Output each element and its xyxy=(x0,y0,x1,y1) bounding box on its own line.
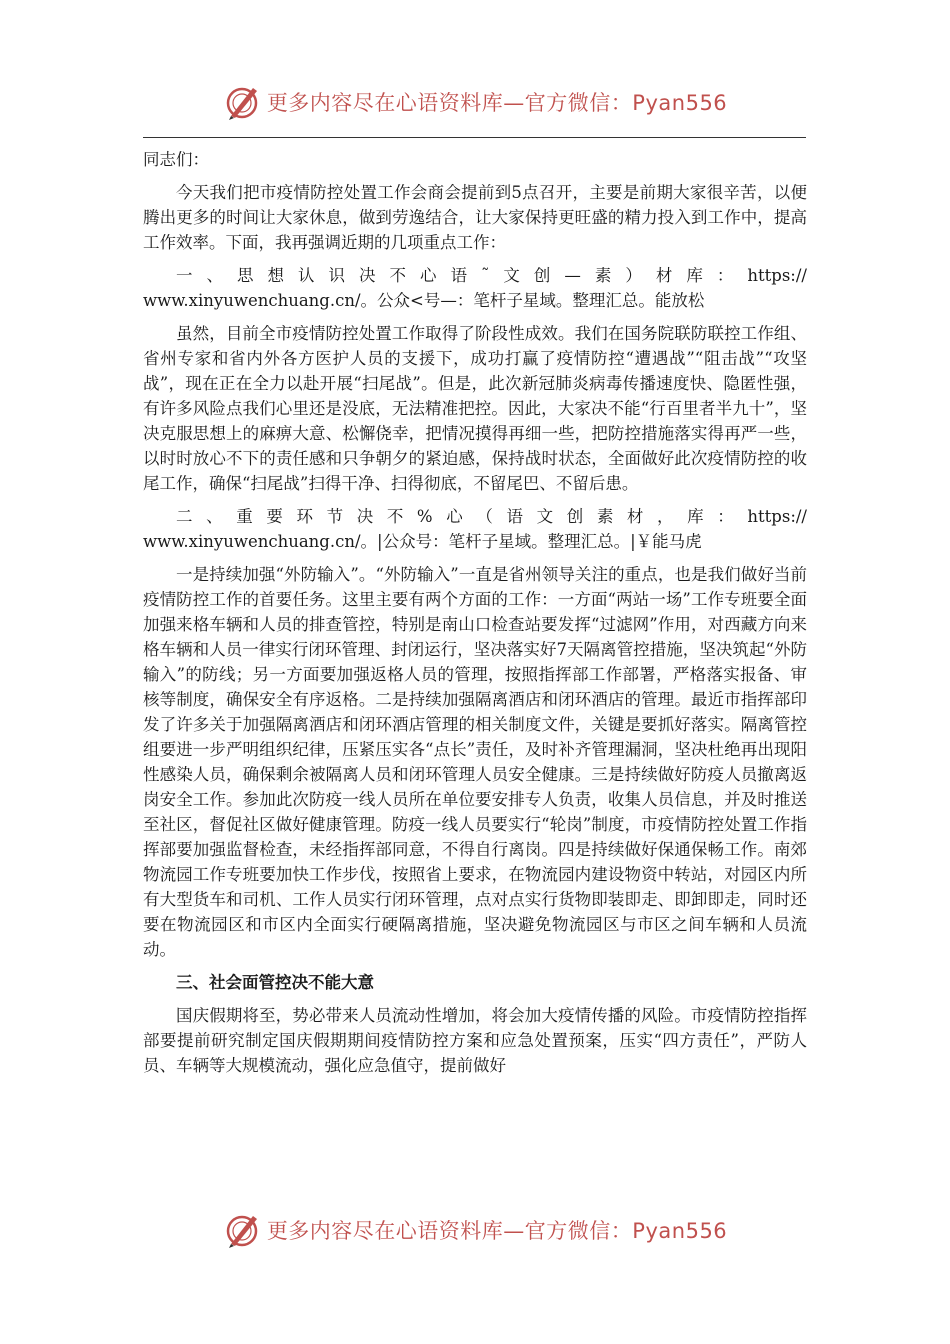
paragraph-three: 国庆假期将至，势必带来人员流动性增加，将会加大疫情传播的风险。市疫情防控指挥部要提前研究制定国庆假期期间疫情防控方案和应急处置预案，压实“四方责任”，严防人员、车辆等大规模流动，强化应急值守，提前做好 xyxy=(143,1006,807,1075)
pen-circle-logo-icon xyxy=(223,1210,263,1250)
intro-paragraph: 今天我们把市疫情防控处置工作会商会提前到5点召开，主要是前期大家很辛苦，以便腾出更多的时间让大家休息，做到劳逸结合，让大家保持更旺盛的精力投入到工作中，提高工作效率。下面，我再强调近期的几项重点工作： xyxy=(143,183,807,252)
heading-two-line1: 二、重要环节决不%心（语文创素材，库：https:// xyxy=(176,507,807,526)
heading-one-line1: 一、思想认识决不心语˜文创—素）材库：https:// xyxy=(176,266,807,285)
pen-circle-logo-icon xyxy=(223,82,263,122)
document-body xyxy=(143,147,807,1078)
salutation: 同志们： xyxy=(143,150,209,169)
header-banner-text: 更多内容尽在心语资料库—官方微信：Pyan556 xyxy=(266,91,728,115)
heading-three: 三、社会面管控决不能大意 xyxy=(176,973,374,992)
paragraph-one: 虽然，目前全市疫情防控处置工作取得了阶段性成效。我们在国务院联防联控工作组、省州专家和省内外各方医护人员的支援下，成功打赢了疫情防控“遭遇战”“阻击战”“攻坚战”，现在正在全力以赴开展“扫尾战”。但是，此次新冠肺炎病毒传播速度快、隐匿性强，有许多风险点我们心里还是没底，无法精准把控。因此，大家决不能“行百里者半九十”，坚决克服思想上的麻痹大意、松懈侥幸，把情况摸得再细一些，把防控措施落实得再严一些，以时时放心不下的责任感和只争朝夕的紧迫感，保持战时状态，全面做好此次疫情防控的收尾工作，确保“扫尾战”扫得干净、扫得彻底，不留尾巴、不留后患。 xyxy=(143,324,807,493)
footer-banner-text: 更多内容尽在心语资料库—官方微信：Pyan556 xyxy=(266,1219,728,1243)
heading-two-line2: www.xinyuwenchuang.cn/。|公众号：笔杆子星域。整理汇总。|￥能马虎 xyxy=(143,532,702,551)
paragraph-two: 一是持续加强“外防输入”。“外防输入”一直是省州领导关注的重点，也是我们做好当前疫情防控工作的首要任务。这里主要有两个方面的工作：一方面“两站一场”工作专班要全面加强来格车辆和人员的排查管控，特别是南山口检查站要发挥“过滤网”作用，对西藏方向来格车辆和人员一律实行闭环管理、封闭运行，坚决落实好7天隔离管控措施，坚决筑起“外防输入”的防线；另一方面要加强返格人员的管理，按照指挥部工作部署，严格落实报备、审核等制度，确保安全有序返格。二是持续加强隔离酒店和闭环酒店的管理。最近市指挥部印发了许多关于加强隔离酒店和闭环酒店管理的相关制度文件，关键是要抓好落实。隔离管控组要进一步严明组织纪律，压紧压实各“点长”责任，及时补齐管理漏洞，坚决杜绝再出现阳性感染人员，确保剩余被隔离人员和闭环管理人员安全健康。三是持续做好防疫人员撤离返岗安全工作。参加此次防疫一线人员所在单位要安排专人负责，收集人员信息，并及时推送至社区，督促社区做好健康管理。防疫一线人员要实行“轮岗”制度，市疫情防控处置工作指挥部要加强监督检查，未经指挥部同意，不得自行离岗。四是持续做好保通保畅工作。南郊物流园工作专班要加快工作步伐，按照省上要求，在物流园内建设物资中转站，对园区内所有大型货车和司机、工作人员实行闭环管理，点对点实行货物即装即走、即卸即走，同时还要在物流园区和市区内全面实行硬隔离措施，坚决避免物流园区与市区之间车辆和人员流动。 xyxy=(143,565,807,959)
header-divider xyxy=(143,137,806,138)
footer-banner xyxy=(0,1208,950,1252)
header-banner xyxy=(0,80,950,124)
heading-one-line2: www.xinyuwenchuang.cn/。公众<号—：笔杆子星域。整理汇总。能放松 xyxy=(143,291,705,310)
